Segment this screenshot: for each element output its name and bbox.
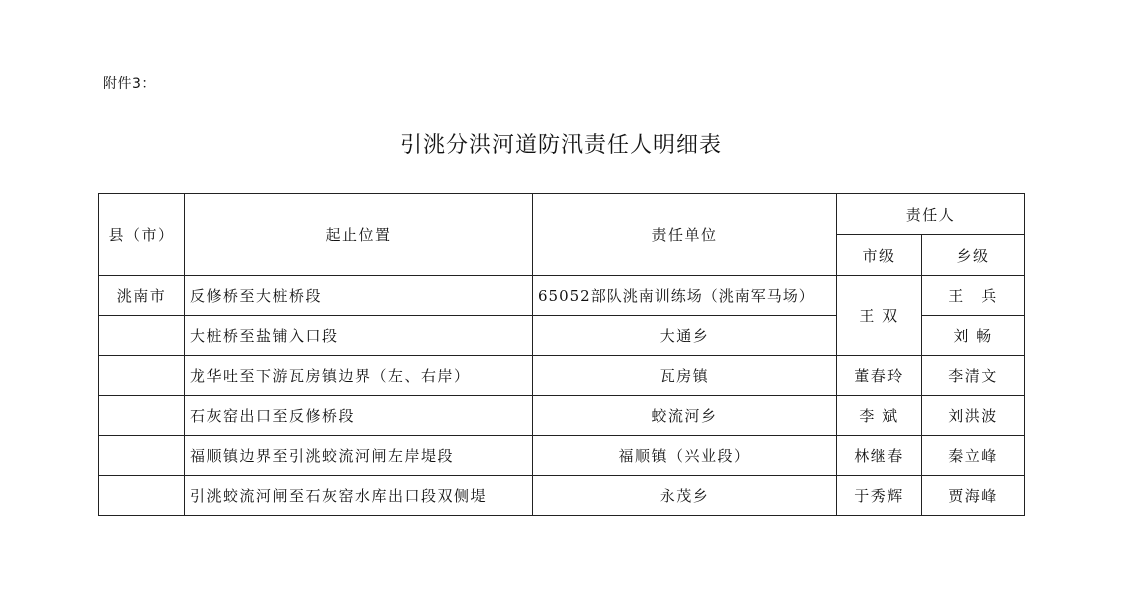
cell-township: 李清文 — [922, 356, 1025, 396]
header-county: 县（市） — [99, 194, 185, 276]
cell-location: 反修桥至大桩桥段 — [185, 276, 533, 316]
cell-location: 引洮蛟流河闸至石灰窑水库出口段双侧堤 — [185, 476, 533, 516]
table-row — [99, 276, 1025, 316]
cell-unit: 瓦房镇 — [533, 356, 837, 396]
header-unit: 责任单位 — [533, 194, 837, 276]
cell-county: 洮南市 — [99, 276, 185, 316]
table-row — [99, 396, 1025, 436]
cell-city-level: 李 斌 — [837, 396, 922, 436]
cell-unit: 福顺镇（兴业段） — [533, 436, 837, 476]
cell-township: 刘洪波 — [922, 396, 1025, 436]
cell-township: 刘 畅 — [922, 316, 1025, 356]
cell-county — [99, 396, 185, 436]
cell-city-level-merged: 王 双 — [837, 276, 922, 356]
table-row — [99, 436, 1025, 476]
cell-township: 贾海峰 — [922, 476, 1025, 516]
cell-location: 大桩桥至盐铺入口段 — [185, 316, 533, 356]
cell-county — [99, 476, 185, 516]
cell-county — [99, 316, 185, 356]
cell-location: 石灰窑出口至反修桥段 — [185, 396, 533, 436]
header-responsible: 责任人 — [837, 194, 1025, 235]
table-row — [99, 356, 1025, 396]
cell-unit: 65052部队洮南训练场（洮南军马场） — [533, 276, 837, 316]
page-title: 引洮分洪河道防汛责任人明细表 — [399, 133, 722, 158]
cell-unit: 蛟流河乡 — [533, 396, 837, 436]
cell-unit: 大通乡 — [533, 316, 837, 356]
attachment-label: 附件3： — [103, 76, 156, 92]
cell-county — [99, 436, 185, 476]
cell-township: 秦立峰 — [922, 436, 1025, 476]
responsibility-table — [98, 193, 1025, 516]
cell-city-level: 于秀辉 — [837, 476, 922, 516]
cell-location: 龙华吐至下游瓦房镇边界（左、右岸） — [185, 356, 533, 396]
cell-city-level: 董春玲 — [837, 356, 922, 396]
header-city-level: 市级 — [837, 235, 922, 276]
header-location: 起止位置 — [185, 194, 533, 276]
cell-township: 王 兵 — [922, 276, 1025, 316]
header-township-level: 乡级 — [922, 235, 1025, 276]
cell-county — [99, 356, 185, 396]
table-row — [99, 476, 1025, 516]
cell-location: 福顺镇边界至引洮蛟流河闸左岸堤段 — [185, 436, 533, 476]
cell-city-level: 林继春 — [837, 436, 922, 476]
cell-unit: 永茂乡 — [533, 476, 837, 516]
